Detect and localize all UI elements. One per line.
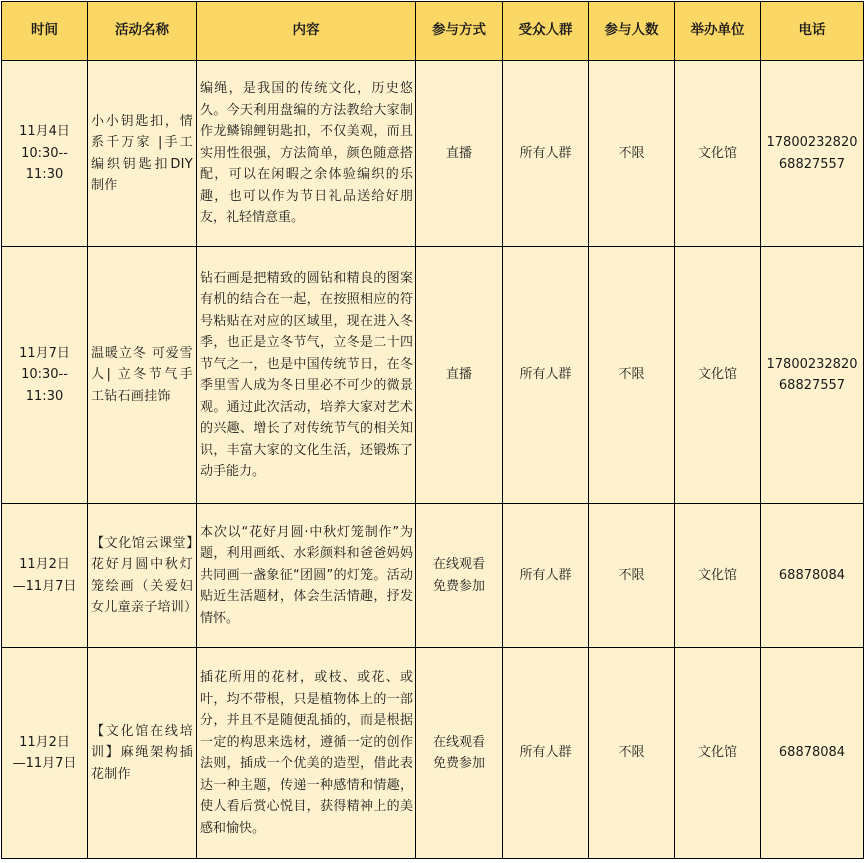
audience-cell: 所有人群 — [503, 247, 589, 504]
time-line: 11:30 — [25, 388, 64, 404]
phone-line: 17800232820 — [766, 135, 858, 150]
phone-line: 68827557 — [778, 378, 846, 393]
header-audience: 受众人群 — [503, 2, 589, 61]
header-organizer: 举办单位 — [675, 2, 761, 61]
organizer-cell: 文化馆 — [675, 247, 761, 504]
count-cell: 不限 — [589, 648, 675, 859]
content-cell: 插花所用的花材，或枝、或花、或叶，均不带根，只是植物体上的一部分，并且不是随便乱插的，而是根据一定的构思来选材，遵循一定的创作法则，插成一个优美的造型，借此表达一种主题，传递一种感情和情趣，使人看后赏心悦目，获得精神上的美感和愉快。 — [197, 648, 416, 859]
method-line: 直播 — [445, 367, 472, 383]
count-cell: 不限 — [589, 504, 675, 648]
phone-line: 68878084 — [778, 567, 846, 583]
method-cell — [416, 247, 503, 504]
time-line: 10:30-- — [21, 367, 68, 383]
time-cell — [2, 247, 88, 504]
method-cell — [416, 504, 503, 648]
organizer-cell: 文化馆 — [675, 648, 761, 859]
organizer-cell: 文化馆 — [675, 61, 761, 247]
time-cell — [2, 61, 88, 247]
audience-cell: 所有人群 — [503, 648, 589, 859]
time-line: 11:30 — [25, 167, 64, 183]
method-line: 直播 — [445, 145, 472, 161]
phone-cell — [761, 648, 864, 859]
count-cell: 不限 — [589, 61, 675, 247]
time-line: 11月4日 — [19, 124, 70, 140]
header-time: 时间 — [2, 2, 88, 61]
header-phone: 电话 — [761, 2, 864, 61]
activity-table — [1, 1, 864, 859]
count-cell: 不限 — [589, 247, 675, 504]
audience-cell: 所有人群 — [503, 504, 589, 648]
header-content: 内容 — [197, 2, 416, 61]
activity-name-cell: 【文化馆在线培训】麻绳架构插花制作 — [88, 648, 197, 859]
time-line: 11月7日 — [19, 345, 70, 361]
phone-line: 68827557 — [778, 156, 846, 172]
method-cell — [416, 61, 503, 247]
table-row — [2, 247, 864, 504]
phone-cell — [761, 504, 864, 648]
content-cell: 编绳，是我国的传统文化，历史悠久。今天利用盘编的方法教给大家制作龙鳞锦鲤钥匙扣，不仅美观，而且实用性很强，方法简单，颜色随意搭配，可以在闲暇之余体验编织的乐趣，也可以作为节日礼品送给好朋友，礼轻情意重。 — [197, 61, 416, 247]
header-row — [2, 2, 864, 61]
method-line: 免费参加 — [432, 578, 485, 594]
method-line: 在线观看 — [432, 557, 485, 572]
phone-line: 68878084 — [778, 745, 846, 761]
phone-cell — [761, 247, 864, 504]
time-line: 11月2日 — [19, 557, 70, 572]
method-line: 在线观看 — [432, 734, 485, 750]
time-line: —11月7日 — [12, 578, 77, 594]
time-cell — [2, 504, 88, 648]
activity-name-cell: 【文化馆云课堂】花好月圆中秋灯笼绘画（关爱妇女儿童亲子培训） — [88, 504, 197, 648]
method-line: 免费参加 — [432, 756, 485, 771]
activity-name-cell: 小小钥匙扣，情系千万家 |手工编织钥匙扣DIY制作 — [88, 61, 197, 247]
time-line: 11月2日 — [19, 734, 70, 750]
phone-cell — [761, 61, 864, 247]
time-cell — [2, 648, 88, 859]
time-line: —11月7日 — [12, 756, 77, 771]
method-cell — [416, 648, 503, 859]
table-row — [2, 61, 864, 247]
content-cell: 钻石画是把精致的圆钻和精良的图案有机的结合在一起，在按照相应的符号粘贴在对应的区域里，现在进入冬季，也正是立冬节气，立冬是二十四节气之一，也是中国传统节日，在冬季里雪人成为冬日里必不可少的微景观。通过此次活动，培养大家对艺术的兴趣、增长了对传统节气的相关知识，丰富大家的文化生活，还锻炼了动手能力。 — [197, 247, 416, 504]
organizer-cell: 文化馆 — [675, 504, 761, 648]
content-cell: 本次以“花好月圆·中秋灯笼制作”为题，利用画纸、水彩颜料和爸爸妈妈共同画一盏象征“团圆”的灯笼。活动贴近生活题材，体会生活情趣，抒发情怀。 — [197, 504, 416, 648]
header-count: 参与人数 — [589, 2, 675, 61]
table-row — [2, 648, 864, 859]
header-method: 参与方式 — [416, 2, 503, 61]
audience-cell: 所有人群 — [503, 61, 589, 247]
table-row — [2, 504, 864, 648]
header-name: 活动名称 — [88, 2, 197, 61]
phone-line: 17800232820 — [766, 356, 858, 372]
time-line: 10:30-- — [21, 145, 68, 161]
activity-name-cell: 温暖立冬 可爱雪人| 立冬节气手工钻石画挂饰 — [88, 247, 197, 504]
